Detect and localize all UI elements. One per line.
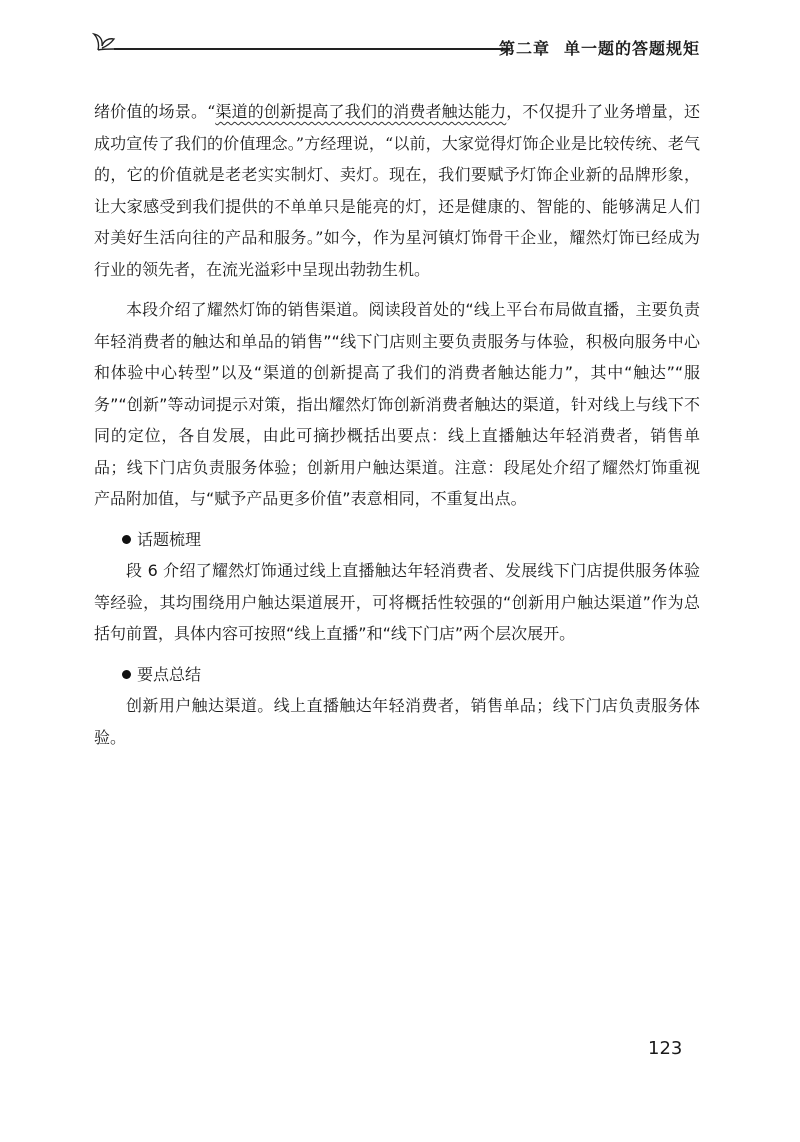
header-rule xyxy=(114,48,510,50)
quote-paragraph xyxy=(94,96,700,285)
page-content xyxy=(94,96,700,753)
running-header xyxy=(92,28,700,62)
summary-heading-text: 要点总结 xyxy=(137,664,202,684)
quote-text-rest: ，不仅提升了业务增量，还成功宣传了我们的价值理念。”方经理说，“以前，大家觉得灯饰企业是比较传统、老气的，它的价值就是老老实实制灯、卖灯。现在，我们要赋予灯饰企业新的品牌形象，让大家感受到我们提供的不单单只是能亮的灯，还是健康的、智能的、能够满足人们对美好生活向往的产品和服务。”如今，作为星河镇灯饰骨干企业，耀然灯饰已经成为行业的领先者，在流光溢彩中呈现出勃勃生机。 xyxy=(94,102,700,279)
chapter-title xyxy=(499,36,700,59)
chapter-name: 单一题的答题规矩 xyxy=(563,39,700,58)
topic-heading xyxy=(122,524,700,556)
bullet-icon xyxy=(122,670,131,679)
topic-heading-text: 话题梳理 xyxy=(137,529,202,549)
sprout-ornament-icon xyxy=(92,28,120,56)
summary-heading xyxy=(122,659,700,691)
page-number: 123 xyxy=(648,1038,683,1059)
topic-paragraph: 段 6 介绍了耀然灯饰通过线上直播触达年轻消费者、发展线下门店提供服务体验等经验，其均围绕用户触达渠道展开，可将概括性较强的“创新用户触达渠道”作为总括句前置，具体内容可按照“线上直播”和“线下门店”两个层次展开。 xyxy=(94,561,700,643)
underlined-quote: 渠道的创新提高了我们的消费者触达能力 xyxy=(215,102,507,121)
quote-text-start: 绪价值的场景。“ xyxy=(94,102,216,121)
analysis-paragraph: 本段介绍了耀然灯饰的销售渠道。阅读段首处的“线上平台布局做直播，主要负责年轻消费者的触达和单品的销售”“线下门店则主要负责服务与体验，积极向服务中心和体验中心转型”以及“渠道的创新提高了我们的消费者触达能力”，其中“触达”“服务”“创新”等动词提示对策，指出耀然灯饰创新消费者触达的渠道，针对线上与线下不同的定位，各自发展，由此可摘抄概括出要点：线上直播触达年轻消费者，销售单品；线下门店负责服务体验；创新用户触达渠道。注意：段尾处介绍了耀然灯饰重视产品附加值，与“赋予产品更多价值”表意相同，不重复出点。 xyxy=(94,300,700,508)
chapter-number: 第二章 xyxy=(498,39,550,58)
bullet-icon xyxy=(122,535,131,544)
summary-paragraph: 创新用户触达渠道。线上直播触达年轻消费者，销售单品；线下门店负责服务体验。 xyxy=(94,696,700,747)
